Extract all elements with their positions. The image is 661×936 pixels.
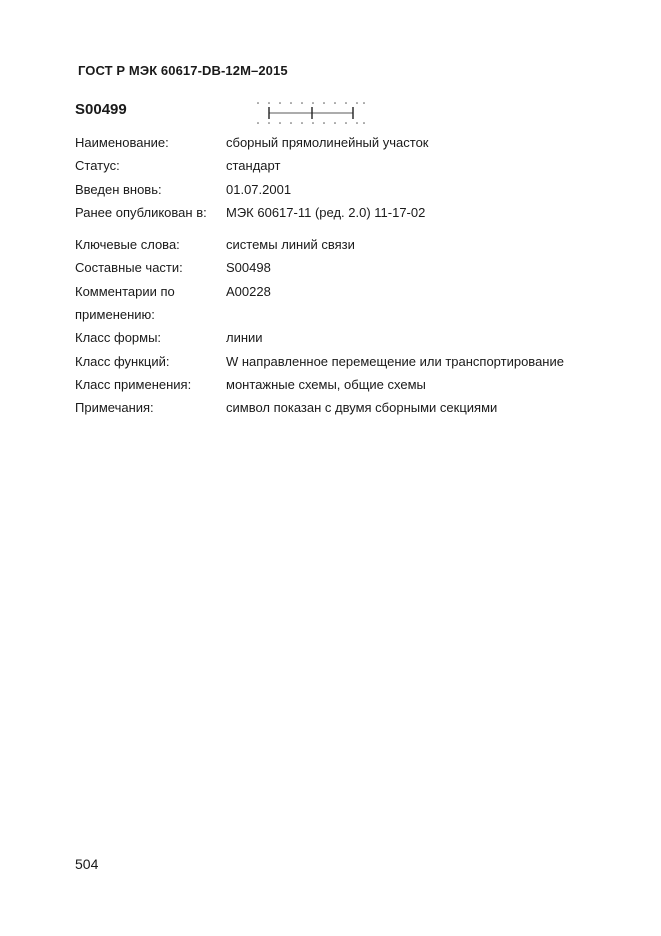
field-value: W направленное перемещение или транспортирование [226,353,564,369]
field-label: Примечания: [75,400,154,416]
field-label: Ключевые слова: [75,237,180,253]
field-label: Статус: [75,158,120,174]
field-status [75,154,635,177]
field-label: Класс формы: [75,330,162,346]
field-label: Введен вновь: [75,181,162,197]
field-notes [75,396,635,419]
field-components [75,256,635,279]
symbol-properties [75,131,635,420]
field-keywords [75,233,635,256]
field-function-class [75,350,635,373]
field-name [75,131,635,154]
field-label: Класс функций: [75,353,170,369]
symbol-code: S00499 [75,101,127,118]
symbol-graphic [255,100,367,126]
field-value: системы линий связи [226,237,355,253]
field-previously-published [75,201,635,224]
page-number: 504 [75,856,99,872]
field-value: символ показан с двумя сборными секциями [226,400,498,416]
field-value: сборный прямолинейный участок [226,135,429,150]
field-label: Класс применения: [75,376,192,392]
field-label: Составные части: [75,260,183,276]
field-label: Комментарии по применению: [75,283,175,323]
straight-sections [269,107,353,119]
document-header: ГОСТ Р МЭК 60617-DB-12M–2015 [78,63,288,78]
field-introduced [75,178,635,201]
field-value: МЭК 60617-11 (ред. 2.0) 11-17-02 [226,204,426,220]
field-value: монтажные схемы, общие схемы [226,376,426,392]
field-label: Наименование: [75,135,169,150]
field-shape-class [75,326,635,349]
field-value: A00228 [226,283,271,299]
field-application-comments [75,280,635,327]
field-label: Ранее опубликован в: [75,204,207,220]
field-value: стандарт [226,158,281,174]
field-value: линии [226,330,263,346]
field-application-class [75,373,635,396]
field-value: S00498 [226,260,271,276]
field-value: 01.07.2001 [226,181,292,197]
